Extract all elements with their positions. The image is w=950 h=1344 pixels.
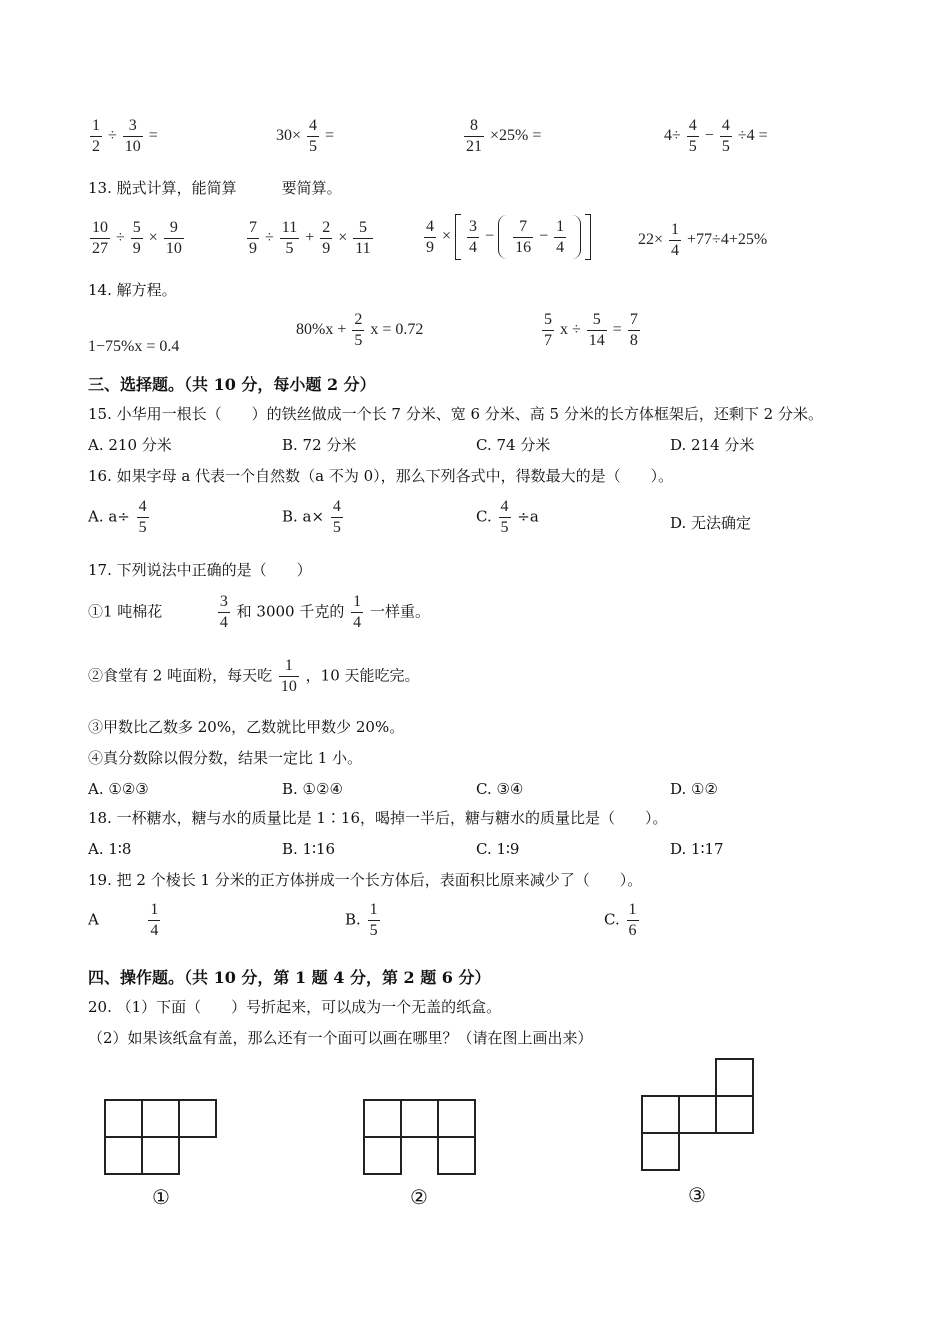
q15-option-b[interactable]: B. 72 分米	[282, 436, 357, 454]
section-4-title: 四、操作题。（共 10 分，第 1 题 4 分，第 2 题 6 分）	[88, 968, 491, 987]
q16-stem: 16. 如果字母 a 代表一个自然数（a 不为 0），那么下列各式中，得数最大的是（ ）。	[88, 467, 674, 485]
q18-option-c[interactable]: C. 1∶9	[476, 840, 520, 858]
section-3-title: 三、选择题。（共 10 分，每小题 2 分）	[88, 375, 376, 394]
q13-title: 13. 脱式计算，能简算 要简算。	[88, 179, 342, 197]
net-figure-2-label: ②	[410, 1185, 428, 1209]
net-figure-3-label: ③	[688, 1183, 706, 1207]
q18-stem: 18. 一杯糖水，糖与水的质量比是 1∶16，喝掉一半后，糖与糖水的质量比是（ ）。	[88, 809, 668, 827]
q17-statement-2: ②食堂有 2 吨面粉，每天吃 $\frac{1}{10}$ ，10 天能吃完。	[88, 657, 420, 695]
right-parenthesis	[572, 215, 581, 259]
q18-option-a[interactable]: A. 1∶8	[88, 840, 132, 858]
q19-option-b[interactable]: B. $\frac{1}{5}$	[345, 901, 378, 939]
q14-title: 14. 解方程。	[88, 281, 177, 299]
q15-option-d[interactable]: D. 214 分米	[670, 436, 755, 454]
net-figure-2	[359, 1095, 481, 1180]
q17-option-c[interactable]: C. ③④	[476, 780, 524, 798]
q15-stem: 15. 小华用一根长（ ）的铁丝做成一个长 7 分米、宽 6 分米、高 5 分米的长方体框架后，还剩下 2 分米。	[88, 405, 823, 423]
q14-equation-1: 1−75%x = 0.4	[88, 338, 180, 355]
q17-option-d[interactable]: D. ①②	[670, 780, 718, 798]
q12-expr-4: 4÷ $\frac{4}{5}$ − $\frac{4}{5}$ ÷4 =	[664, 117, 768, 155]
q16-option-d[interactable]: D. 无法确定	[670, 514, 752, 532]
q12-expr-3: $\frac{8}{21}$ ×25% =	[466, 117, 542, 155]
q19-stem: 19. 把 2 个棱长 1 分米的正方体拼成一个长方体后，表面积比原来减少了（ ）。	[88, 871, 643, 889]
q17-stem: 17. 下列说法中正确的是（ ）	[88, 561, 312, 579]
q17-statement-3: ③甲数比乙数多 20%，乙数就比甲数少 20%。	[88, 718, 405, 736]
net-figure-1	[100, 1095, 222, 1180]
q13-expr-1: $\frac{10}{27}$ ÷ $\frac{5}{9}$ × $\frac{9}{10}$	[92, 219, 182, 257]
q16-option-b[interactable]: B. a× $\frac{4}{5}$	[282, 498, 341, 536]
q18-option-d[interactable]: D. 1∶17	[670, 840, 724, 858]
net-figure-3	[637, 1054, 759, 1176]
q17-statement-1: ①1 吨棉花 $\frac{3}{4}$ 和 3000 千克的 $\frac{1}{4}$ 一样重。	[88, 593, 430, 631]
q14-equation-2: 80%x + $\frac{2}{5}$ x = 0.72	[296, 311, 424, 349]
q15-option-a[interactable]: A. 210 分米	[88, 436, 172, 454]
q12-expr-2: 30× $\frac{4}{5}$ =	[276, 117, 335, 155]
q17-statement-4: ④真分数除以假分数，结果一定比 1 小。	[88, 749, 363, 767]
left-parenthesis	[498, 215, 507, 259]
q18-option-b[interactable]: B. 1∶16	[282, 840, 336, 858]
q20-part-2: （2）如果该纸盒有盖，那么还有一个面可以画在哪里？（请在图上画出来）	[88, 1029, 593, 1047]
q16-option-a[interactable]: A. a÷ $\frac{4}{5}$	[88, 498, 147, 536]
q14-equation-3: $\frac{5}{7}$ x ÷ $\frac{5}{14}$ = $\frac{7}{8}$	[544, 311, 638, 349]
left-square-bracket	[455, 214, 461, 260]
q15-option-c[interactable]: C. 74 分米	[476, 436, 551, 454]
q19-option-c[interactable]: C. $\frac{1}{6}$	[604, 901, 637, 939]
q16-option-c[interactable]: C. $\frac{4}{5}$ ÷a	[476, 498, 539, 536]
q12-expr-1: $\frac{1}{2}$ ÷ $\frac{3}{10}$ =	[92, 117, 158, 155]
q20-part-1: 20. （1）下面（ ）号折起来，可以成为一个无盖的纸盒。	[88, 998, 502, 1016]
right-square-bracket	[585, 214, 591, 260]
q19-option-a[interactable]: A $\frac{1}{4}$	[88, 901, 159, 939]
q17-option-a[interactable]: A. ①②③	[88, 780, 149, 798]
net-figure-1-label: ①	[152, 1185, 170, 1209]
q13-expr-2: $\frac{7}{9}$ ÷ $\frac{11}{5}$ + $\frac{2}{9}$ × $\frac{5}{11}$	[249, 219, 371, 257]
q17-option-b[interactable]: B. ①②④	[282, 780, 343, 798]
q13-expr-3: $\frac{4}{9}$ × $\frac{3}{4}$ − $\frac{7}{16}$ − $\frac{1}{4}$	[422, 214, 591, 260]
q13-expr-4: 22× $\frac{1}{4}$ +77÷4+25%	[638, 221, 768, 259]
